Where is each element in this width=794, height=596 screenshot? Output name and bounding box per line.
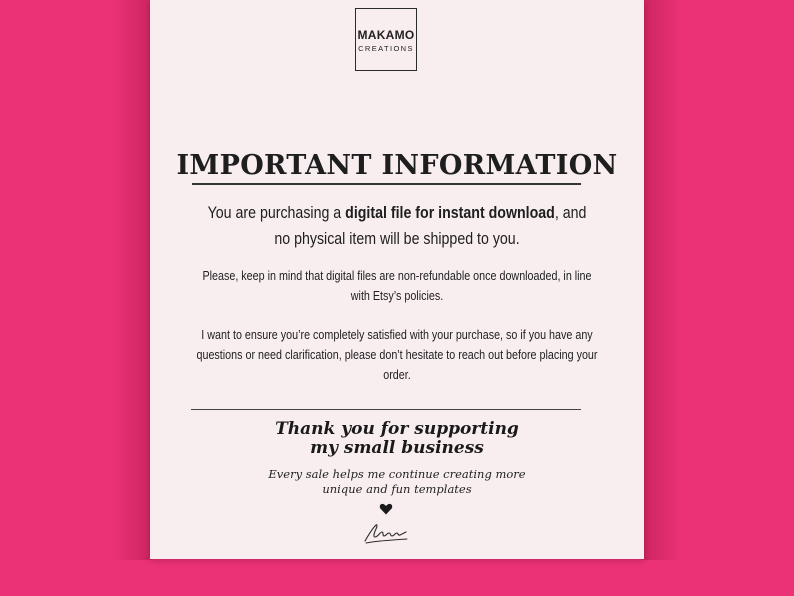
logo-sub-text: CREATIONS [358,44,414,53]
purchase-notice-bold: digital file for instant download [345,204,555,222]
purchase-notice [202,200,592,252]
signature-mark [362,520,410,546]
thank-you-line-2: my small business [310,438,484,458]
thank-you-subtext [150,467,644,497]
sheet-shadow-left [112,0,152,560]
section-divider [191,409,581,410]
thank-you-heading [150,420,644,458]
purchase-notice-start: You are purchasing a [207,204,346,222]
logo-main-text: MAKAMO [357,28,415,42]
page-title: IMPORTANT INFORMATION [176,150,618,181]
thank-you-line-1: Thank you for supporting [275,419,519,439]
makamo-logo [355,8,417,71]
heart-icon [379,502,393,516]
thank-you-sub-line-2: unique and fun templates [322,482,472,496]
contact-note-text: I want to ensure you’re completely satisfied with your purchase, so if you have any questions or need clarification, please don’t hesitate to reach out before placing your order. [196,328,598,382]
refund-policy-text: Please, keep in mind that digital files are non-refundable once downloaded, in line with Etsy’s policies. [202,269,592,303]
info-sheet [150,0,644,559]
thank-you-sub-line-1: Every sale helps me continue creating more [268,467,526,481]
purchase-notice-end: , and no physical item will be shipped to you. [274,204,587,248]
sheet-shadow-right [642,0,682,560]
title-underline [192,183,581,185]
